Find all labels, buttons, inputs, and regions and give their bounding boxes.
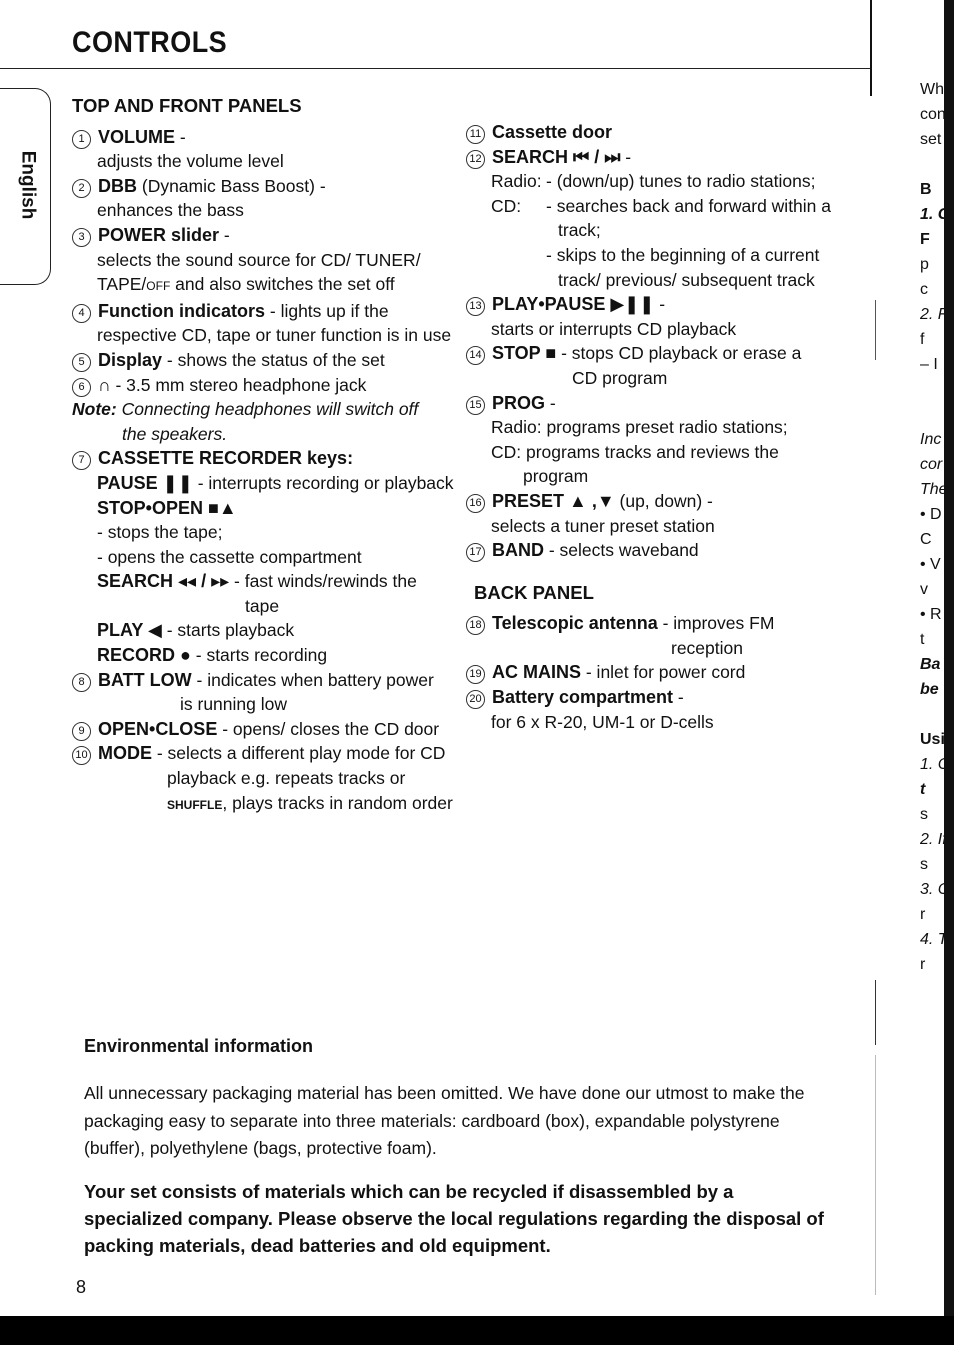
dash: - — [654, 294, 666, 315]
item-text: - selects waveband — [544, 540, 699, 561]
item-name: OPEN•CLOSE — [98, 718, 218, 739]
key-name: SEARCH ◂◂ / ▸▸ — [97, 571, 230, 592]
item-text: (Dynamic Bass Boost) - — [137, 175, 326, 196]
cut-off-text: be — [920, 681, 939, 698]
key-text: - fast winds/rewinds the — [229, 571, 417, 592]
item-text: (up, down) - — [614, 490, 713, 511]
item-name: Function indicators — [98, 300, 266, 321]
item-number: 1 — [72, 130, 91, 149]
key-pause — [72, 471, 452, 496]
item-number: 7 — [72, 451, 91, 470]
item-text: - 3.5 mm stereo headphone jack — [110, 374, 367, 395]
item-name: PRESET ▲ ,▼ — [492, 490, 615, 511]
cut-off-text: C — [920, 531, 932, 548]
item-name: AC MAINS — [492, 662, 581, 683]
cut-off-text: • V — [920, 556, 941, 573]
item-text: - stops CD playback or erase a — [556, 343, 802, 364]
item-power — [72, 223, 452, 248]
item-name: CASSETTE RECORDER keys: — [98, 448, 354, 469]
note-label: Note: — [72, 399, 117, 420]
environment-heading: Environmental information — [84, 1036, 314, 1056]
item-name: Battery compartment — [492, 687, 674, 708]
item-text: - indicates when battery power — [191, 669, 434, 690]
item-text: - shows the status of the set — [162, 349, 385, 370]
item-number: 18 — [466, 616, 485, 635]
item-number: 3 — [72, 228, 91, 247]
environment-recycle-notice: Your set consists of materials which can be recycled if disassembled by a specialized company. Please observe the local regulations regarding the disposal of packing materials, dead batteries and old equipment. — [84, 1181, 824, 1256]
item-number: 10 — [72, 746, 91, 765]
dash: - — [175, 126, 186, 147]
cut-off-text: 1. C — [920, 206, 950, 223]
key-text: - starts playback — [161, 620, 295, 641]
desc-text: - searches back and forward within a — [546, 195, 831, 216]
item-text: - opens/ closes the CD door — [217, 718, 440, 739]
dash: - — [545, 392, 556, 413]
key-desc: - opens the cassette compartment — [97, 546, 362, 567]
cut-off-text: set — [920, 131, 942, 148]
key-name: PAUSE ❚❚ — [97, 472, 193, 493]
item-name: MODE — [98, 743, 152, 764]
cut-off-text: 4. T — [920, 931, 948, 948]
item-cassette-keys — [72, 446, 452, 471]
item-number: 11 — [466, 125, 485, 144]
item-band — [466, 538, 841, 563]
item-desc: CD: programs tracks and reviews the — [491, 441, 779, 462]
cut-off-text: Inc — [920, 431, 942, 448]
desc-label: CD: — [491, 195, 522, 216]
item-search — [466, 145, 841, 170]
cut-off-text: c — [920, 281, 928, 298]
item-number: 16 — [466, 494, 485, 513]
item-desc: track/ previous/ subsequent track — [558, 269, 815, 290]
scan-bottom-bar — [0, 1316, 954, 1345]
item-text: - improves FM — [657, 613, 775, 634]
item-desc: - skips to the beginning of a current — [546, 244, 820, 265]
cut-off-text: B — [920, 181, 932, 198]
item-name: POWER slider — [98, 224, 220, 245]
key-record — [72, 643, 452, 668]
item-number: 20 — [466, 690, 485, 709]
cut-off-text: 3. C — [920, 881, 950, 898]
item-number: 2 — [72, 179, 91, 198]
item-desc: enhances the bass — [97, 200, 244, 221]
item-number: 19 — [466, 665, 485, 684]
frame-line — [870, 0, 872, 96]
item-text: - lights up if the — [265, 300, 389, 321]
cut-off-column — [920, 78, 950, 978]
frame-line — [875, 300, 876, 360]
item-dbb — [72, 174, 452, 199]
item-desc: starts or interrupts CD playback — [491, 318, 737, 339]
cut-off-text: The — [920, 481, 948, 498]
item-number: 5 — [72, 353, 91, 372]
item-desc — [466, 169, 841, 194]
cut-off-text: f — [920, 331, 925, 348]
cut-off-text: Ba — [920, 656, 941, 673]
item-desc: selects a tuner preset station — [491, 515, 715, 536]
key-text: - interrupts recording or playback — [192, 472, 454, 493]
item-name: PROG — [492, 392, 546, 413]
headphone-icon: ∩ — [98, 374, 111, 395]
key-name: PLAY ◀ — [97, 620, 162, 641]
cut-off-text: v — [920, 581, 928, 598]
desc-text: - (down/up) tunes to radio stations; — [546, 171, 816, 192]
item-text: , plays tracks in random order — [222, 792, 453, 813]
item-name: Telescopic antenna — [492, 613, 658, 634]
item-batt — [72, 668, 452, 693]
cut-off-text: – I — [920, 356, 938, 373]
item-antenna — [466, 611, 841, 636]
item-name: SEARCH ⏮ / ⏭ — [492, 146, 621, 167]
item-text: - inlet for power cord — [581, 662, 746, 683]
item-cassette-door — [466, 120, 841, 145]
item-number: 4 — [72, 304, 91, 323]
desc-label: Radio: — [491, 171, 542, 192]
environment-paragraph: All unnecessary packaging material has been omitted. We have done our utmost to make the packaging easy to separate into three materials: cardboard (box), expandable polystyrene (buffer), polyethylene (bags, protective foam). — [84, 1083, 805, 1158]
item-desc: playback e.g. repeats tracks or — [167, 768, 406, 789]
right-column — [466, 120, 841, 734]
cut-off-text — [920, 378, 950, 403]
cut-off-text: con — [920, 106, 946, 123]
cut-off-text: r — [920, 906, 926, 923]
item-playpause — [466, 292, 841, 317]
dash: - — [219, 224, 230, 245]
cut-off-text: t — [920, 781, 926, 798]
item-text: - selects a different play mode for CD — [152, 743, 446, 764]
item-desc: selects the sound source for CD/ TUNER/ — [97, 249, 421, 270]
cut-off-text — [920, 403, 950, 428]
small-caps-text: OFF — [146, 279, 171, 294]
note-text: the speakers. — [122, 423, 228, 444]
item-desc: adjusts the volume level — [97, 151, 284, 172]
item-number: 12 — [466, 150, 485, 169]
item-prog — [466, 391, 841, 416]
item-desc — [72, 272, 452, 299]
cut-off-text: Wh — [920, 81, 944, 98]
cut-off-text: F — [920, 231, 930, 248]
note — [72, 397, 452, 422]
dash: - — [620, 146, 632, 167]
section-heading: BACK PANEL — [474, 581, 594, 603]
cut-off-text: s — [920, 806, 928, 823]
item-desc: respective CD, tape or tuner function is in use — [97, 325, 452, 346]
item-number: 15 — [466, 396, 485, 415]
cut-off-text — [920, 703, 950, 728]
item-name: Display — [98, 349, 163, 370]
section-heading: TOP AND FRONT PANELS — [72, 95, 302, 116]
item-desc: for 6 x R-20, UM-1 or D-cells — [491, 711, 714, 732]
cut-off-text: cor — [920, 456, 943, 473]
cut-off-text: r — [920, 956, 926, 973]
key-name: STOP•OPEN ■▲ — [97, 497, 237, 518]
cut-off-text: s — [920, 856, 928, 873]
item-battery — [466, 685, 841, 710]
key-desc: - stops the tape; — [97, 522, 223, 543]
note-cont — [72, 422, 452, 447]
page-number: 8 — [76, 1277, 87, 1297]
cut-off-text: 2. F — [920, 306, 948, 323]
key-play — [72, 618, 452, 643]
item-name: STOP ■ — [492, 343, 557, 364]
cut-off-text — [920, 153, 950, 178]
item-number: 14 — [466, 346, 485, 365]
key-search — [72, 569, 452, 594]
item-desc: Radio: programs preset radio stations; — [491, 417, 788, 438]
item-desc: CD program — [572, 367, 668, 388]
left-column — [72, 90, 452, 817]
cut-off-text: • D — [920, 506, 942, 523]
item-headphone — [72, 373, 452, 398]
frame-line — [875, 980, 876, 1045]
item-desc — [72, 791, 452, 818]
item-display — [72, 348, 452, 373]
item-desc: track; — [558, 220, 601, 241]
dash: - — [673, 687, 684, 708]
key-text: - starts recording — [190, 645, 328, 666]
item-name: VOLUME — [98, 126, 176, 147]
cut-off-text: p — [920, 256, 929, 273]
key-desc: tape — [245, 595, 280, 616]
item-openclose — [72, 717, 452, 742]
cut-off-text: Usi — [920, 731, 945, 748]
item-stop — [466, 341, 841, 366]
page-title: CONTROLS — [72, 26, 228, 59]
item-mode — [72, 741, 452, 766]
item-preset — [466, 489, 841, 514]
item-name: BAND — [492, 540, 544, 561]
item-volume — [72, 125, 452, 150]
cut-off-text: 2. If — [920, 831, 947, 848]
title-rule — [0, 68, 870, 69]
item-number: 9 — [72, 722, 91, 741]
item-number: 8 — [72, 673, 91, 692]
cut-off-text: • R — [920, 606, 942, 623]
note-text: Connecting headphones will switch off — [116, 399, 419, 420]
item-desc: is running low — [180, 694, 287, 715]
cut-off-text: t — [920, 631, 925, 648]
item-name: DBB — [98, 175, 137, 196]
item-desc — [466, 194, 841, 219]
cut-off-text: 1. C — [920, 756, 950, 773]
item-desc: program — [523, 466, 589, 487]
key-name: RECORD ● — [97, 645, 191, 666]
item-name: BATT LOW — [98, 669, 192, 690]
item-number: 13 — [466, 297, 485, 316]
item-text: and also switches the set off — [170, 274, 395, 295]
item-name: PLAY•PAUSE ▶❚❚ — [492, 294, 655, 315]
item-text: TAPE/ — [97, 274, 147, 295]
item-number: 6 — [72, 378, 91, 397]
small-caps-text: SHUFFLE — [167, 797, 223, 812]
language-tab-text: English — [17, 150, 38, 220]
item-function — [72, 299, 452, 324]
item-number: 17 — [466, 543, 485, 562]
item-desc: reception — [671, 637, 743, 658]
item-mains — [466, 660, 841, 685]
language-tab-label — [4, 140, 50, 230]
item-name: Cassette door — [492, 122, 613, 142]
frame-line — [875, 1055, 876, 1295]
key-stopopen — [72, 496, 452, 521]
